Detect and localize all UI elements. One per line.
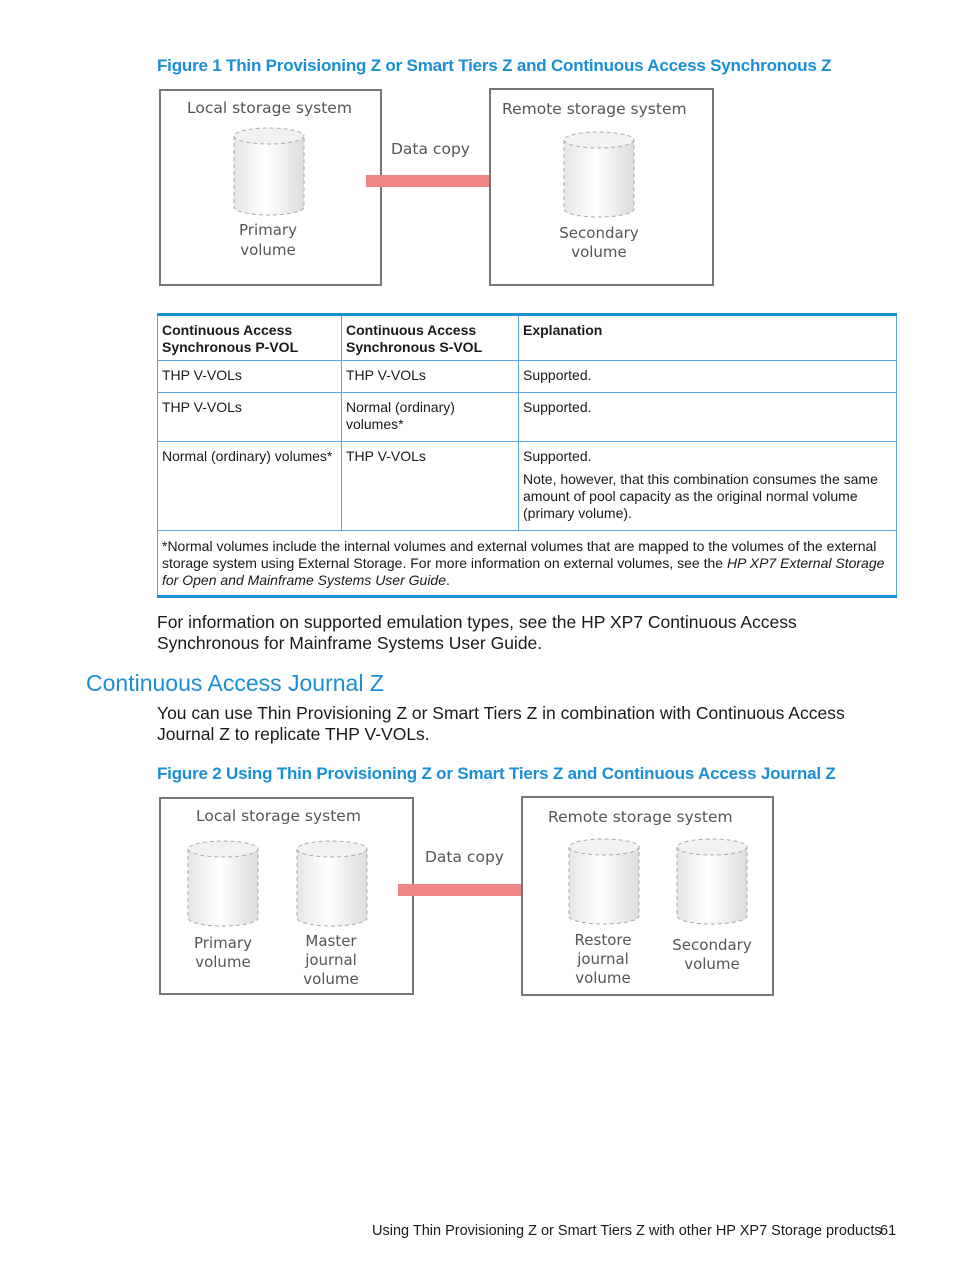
cell-explanation: Supported. bbox=[519, 393, 897, 442]
primary-volume-cylinder bbox=[188, 841, 258, 926]
table-row bbox=[158, 361, 897, 393]
header-pvol: Continuous Access Synchronous P-VOL bbox=[158, 315, 342, 361]
master-journal-label-1: Master bbox=[305, 932, 357, 950]
data-copy-label: Data copy bbox=[391, 140, 470, 158]
restore-journal-label-3: volume bbox=[575, 969, 631, 987]
section-paragraph: You can use Thin Provisioning Z or Smart Tiers Z in combination with Continuous Access Journal Z to replicate THP V-VOLs. bbox=[157, 703, 845, 744]
remote-storage-label: Remote storage system bbox=[502, 100, 687, 118]
table-row bbox=[158, 442, 897, 531]
secondary-volume-label-1: Secondary bbox=[559, 224, 639, 242]
secondary-volume-label-1: Secondary bbox=[672, 936, 752, 954]
cell-pvol: Normal (ordinary) volumes* bbox=[158, 442, 342, 531]
data-copy-label: Data copy bbox=[425, 848, 504, 866]
table-footnote: *Normal volumes include the internal volumes and external volumes that are mapped to the volumes of the external storage system using External Storage. For more information on external volumes, see the HP XP7 External Storage for Open and Mainframe Systems User Guide. bbox=[158, 531, 897, 597]
footer-text: Using Thin Provisioning Z or Smart Tiers Z with other HP XP7 Storage products bbox=[372, 1223, 882, 1239]
secondary-volume-label-2: volume bbox=[571, 243, 627, 261]
secondary-volume-cylinder bbox=[564, 132, 634, 217]
secondary-volume-cylinder bbox=[677, 839, 747, 924]
restore-journal-label-1: Restore bbox=[574, 931, 632, 949]
table-row bbox=[158, 393, 897, 442]
cell-explanation: Supported. Note, however, that this combination consumes the same amount of pool capacity as the original normal volume (primary volume). bbox=[519, 442, 897, 531]
section-heading: Continuous Access Journal Z bbox=[86, 670, 384, 696]
table-footnote-row bbox=[158, 531, 897, 597]
figure-1-title: Figure 1 Thin Provisioning Z or Smart Tiers Z and Continuous Access Synchronous Z bbox=[157, 56, 832, 75]
restore-journal-volume-cylinder bbox=[569, 839, 639, 924]
primary-volume-label-1: Primary bbox=[194, 934, 252, 952]
master-journal-label-2: journal bbox=[305, 951, 357, 969]
primary-volume-label-2: volume bbox=[240, 241, 296, 259]
emulation-types-paragraph: For information on supported emulation types, see the HP XP7 Continuous Access Synchronous for Mainframe Systems User Guide. bbox=[157, 612, 797, 653]
local-storage-label: Local storage system bbox=[196, 807, 361, 825]
primary-volume-label-2: volume bbox=[195, 953, 251, 971]
remote-storage-label: Remote storage system bbox=[548, 808, 733, 826]
local-storage-label: Local storage system bbox=[187, 99, 352, 117]
cell-svol: THP V-VOLs bbox=[342, 361, 519, 393]
primary-volume-label-1: Primary bbox=[239, 221, 297, 239]
header-explanation: Explanation bbox=[519, 315, 897, 361]
restore-journal-label-2: journal bbox=[577, 950, 629, 968]
volume-combination-table bbox=[157, 313, 897, 598]
cell-svol: Normal (ordinary) volumes* bbox=[342, 393, 519, 442]
cell-explanation: Supported. bbox=[519, 361, 897, 393]
figure-2-diagram bbox=[150, 790, 790, 1005]
table-header-row bbox=[158, 315, 897, 361]
master-journal-volume-cylinder bbox=[297, 841, 367, 926]
figure-2-title: Figure 2 Using Thin Provisioning Z or Smart Tiers Z and Continuous Access Journal Z bbox=[157, 764, 836, 783]
master-journal-label-3: volume bbox=[303, 970, 359, 988]
cell-note: Note, however, that this combination consumes the same amount of pool capacity as the original normal volume (primary volume). bbox=[523, 471, 878, 521]
figure-1-diagram bbox=[150, 84, 730, 294]
cell-pvol: THP V-VOLs bbox=[158, 393, 342, 442]
primary-volume-cylinder bbox=[234, 128, 304, 215]
page-number: 61 bbox=[880, 1223, 897, 1239]
header-svol: Continuous Access Synchronous S-VOL bbox=[342, 315, 519, 361]
cell-pvol: THP V-VOLs bbox=[158, 361, 342, 393]
cell-svol: THP V-VOLs bbox=[342, 442, 519, 531]
secondary-volume-label-2: volume bbox=[684, 955, 740, 973]
